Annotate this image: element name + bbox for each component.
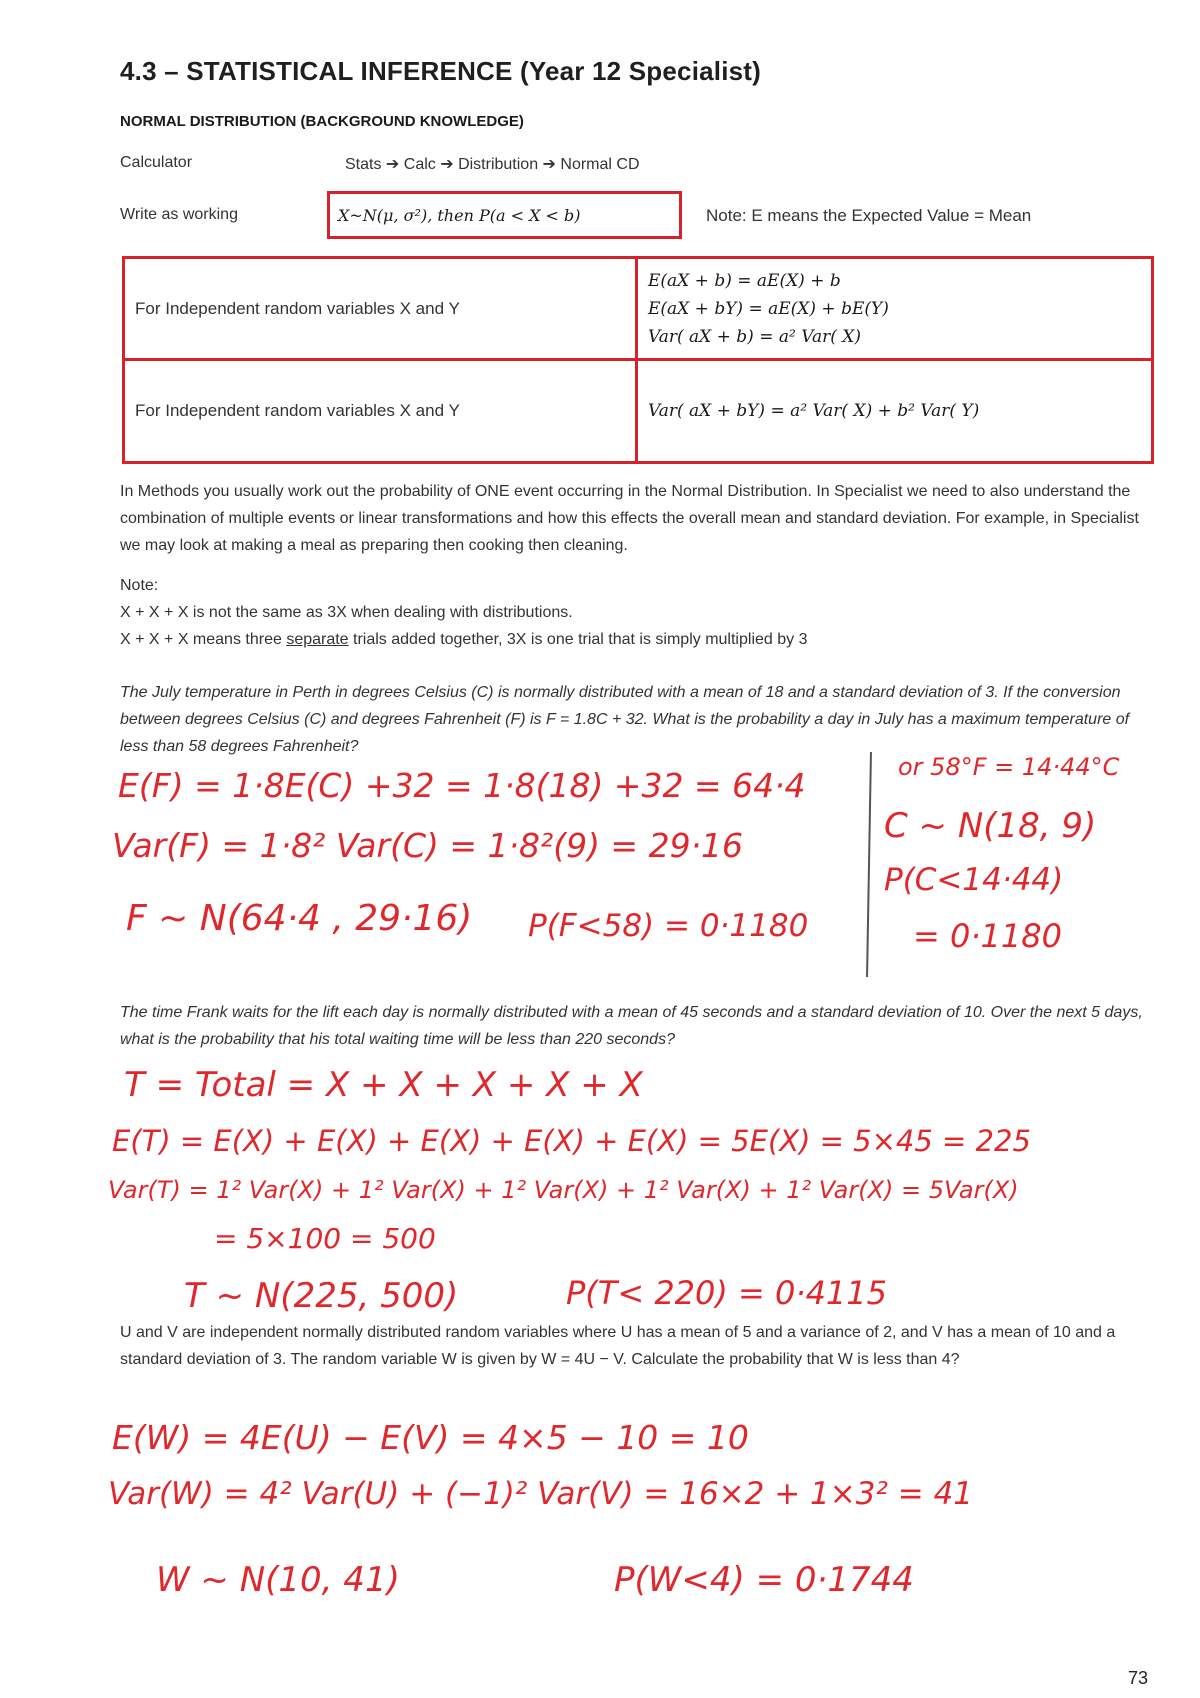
- rules-row-formulas: [637, 360, 1153, 463]
- formula-line: Var( aX + bY) = a² Var( X) + b² Var( Y): [648, 401, 980, 421]
- question-2-text: The time Frank waits for the lift each day is normally distributed with a mean of 45 seconds and a standard deviation of 10. Over the next 5 days, what is the probability that his total waiting time will be less than 220 seconds?: [120, 1004, 1143, 1048]
- rules-row-label: For Independent random variables X and Y: [124, 360, 637, 463]
- note-text: trials added together, 3X is one trial that is simply multiplied by 3: [348, 631, 808, 648]
- question-1-text: The July temperature in Perth in degrees Celsius (C) is normally distributed with a mean of 18 and a standard deviation of 3. If the conversion between degrees Celsius (C) and degrees Fahrenheit (F) is F = 1.8C + 32. What is the probability a day in July has a maximum temperature of less than 58 degrees Fahrenheit?: [120, 684, 1130, 755]
- q2-working-line: = 5×100 = 500: [214, 1222, 436, 1255]
- q2-working-line: Var(T) = 1² Var(X) + 1² Var(X) + 1² Var(X) + 1² Var(X) + 1² Var(X) = 5Var(X): [108, 1176, 1019, 1204]
- formula-line: Var( aX + b) = a² Var( X): [648, 326, 861, 347]
- expected-value-note: Note: E means the Expected Value = Mean: [706, 206, 1032, 225]
- rules-row-formulas: [637, 258, 1153, 360]
- note-text: X + X + X means three: [120, 631, 287, 648]
- working-formula: X~N(μ, σ²), then P(a < X < b): [338, 206, 581, 225]
- q2-working-line: T ~ N(225, 500): [184, 1276, 459, 1316]
- working-label: Write as working: [120, 206, 238, 223]
- q2-working-line: E(T) = E(X) + E(X) + E(X) + E(X) + E(X) = 5E(X) = 5×45 = 225: [112, 1124, 1031, 1158]
- section-subtitle: NORMAL DISTRIBUTION (BACKGROUND KNOWLEDGE): [120, 113, 524, 130]
- calculator-label: Calculator: [120, 154, 193, 171]
- note-block: [120, 572, 807, 653]
- q1-alt-working-line: P(C<14·44): [884, 862, 1064, 898]
- q1-working-line: E(F) = 1·8E(C) +32 = 1·8(18) +32 = 64·4: [118, 766, 806, 805]
- q2-working-line: P(T< 220) = 0·4115: [566, 1274, 887, 1312]
- working-divider: [866, 752, 872, 977]
- q1-alt-working-line: C ~ N(18, 9): [884, 806, 1097, 846]
- rules-row: [124, 360, 1153, 463]
- question-3-text: U and V are independent normally distributed random variables where U has a mean of 5 and a variance of 2, and V has a mean of 10 and a standard deviation of 3. The random variable W is given by W = 4U − V. Calculate the probability that W is less than 4?: [120, 1324, 1116, 1368]
- rules-row-label: For Independent random variables X and Y: [124, 258, 637, 360]
- q1-alt-working-line: or 58°F = 14·44°C: [898, 753, 1120, 781]
- page-title: 4.3 – STATISTICAL INFERENCE (Year 12 Specialist): [120, 56, 762, 86]
- page-number: 73: [1128, 1668, 1149, 1688]
- formula-line: E(aX + b) = aE(X) + b: [648, 270, 841, 291]
- q1-working-line: Var(F) = 1·8² Var(C) = 1·8²(9) = 29·16: [112, 826, 744, 865]
- q1-working-line: P(F<58) = 0·1180: [528, 908, 809, 944]
- note-line: X + X + X is not the same as 3X when dealing with distributions.: [120, 604, 573, 621]
- q3-working-line: E(W) = 4E(U) − E(V) = 4×5 − 10 = 10: [112, 1418, 749, 1457]
- q1-alt-working-line: = 0·1180: [913, 917, 1062, 955]
- formula-line: E(aX + bY) = aE(X) + bE(Y): [648, 298, 889, 319]
- q3-working-line: Var(W) = 4² Var(U) + (−1)² Var(V) = 16×2 + 1×3² = 41: [108, 1476, 974, 1512]
- q1-working-line: F ~ N(64·4 , 29·16): [126, 898, 473, 939]
- q3-working-line: P(W<4) = 0·1744: [614, 1560, 914, 1600]
- working-formula-box: [327, 191, 682, 239]
- calculator-steps: Stats ➔ Calc ➔ Distribution ➔ Normal CD: [345, 156, 640, 173]
- note-heading: Note:: [120, 577, 159, 594]
- q3-working-line: W ~ N(10, 41): [156, 1560, 400, 1600]
- q2-working-line: T = Total = X + X + X + X + X: [124, 1065, 643, 1105]
- rules-row: [124, 258, 1153, 360]
- rules-table: [122, 256, 1154, 464]
- intro-paragraph: In Methods you usually work out the probability of ONE event occurring in the Normal Distribution. In Specialist we need to also understand the combination of multiple events or linear transformations and how this effects the overall mean and standard deviation. For example, in Specialist we may look at making a meal as preparing then cooking then cleaning.: [120, 483, 1139, 554]
- note-line: [120, 626, 807, 653]
- note-underlined: separate: [286, 631, 349, 648]
